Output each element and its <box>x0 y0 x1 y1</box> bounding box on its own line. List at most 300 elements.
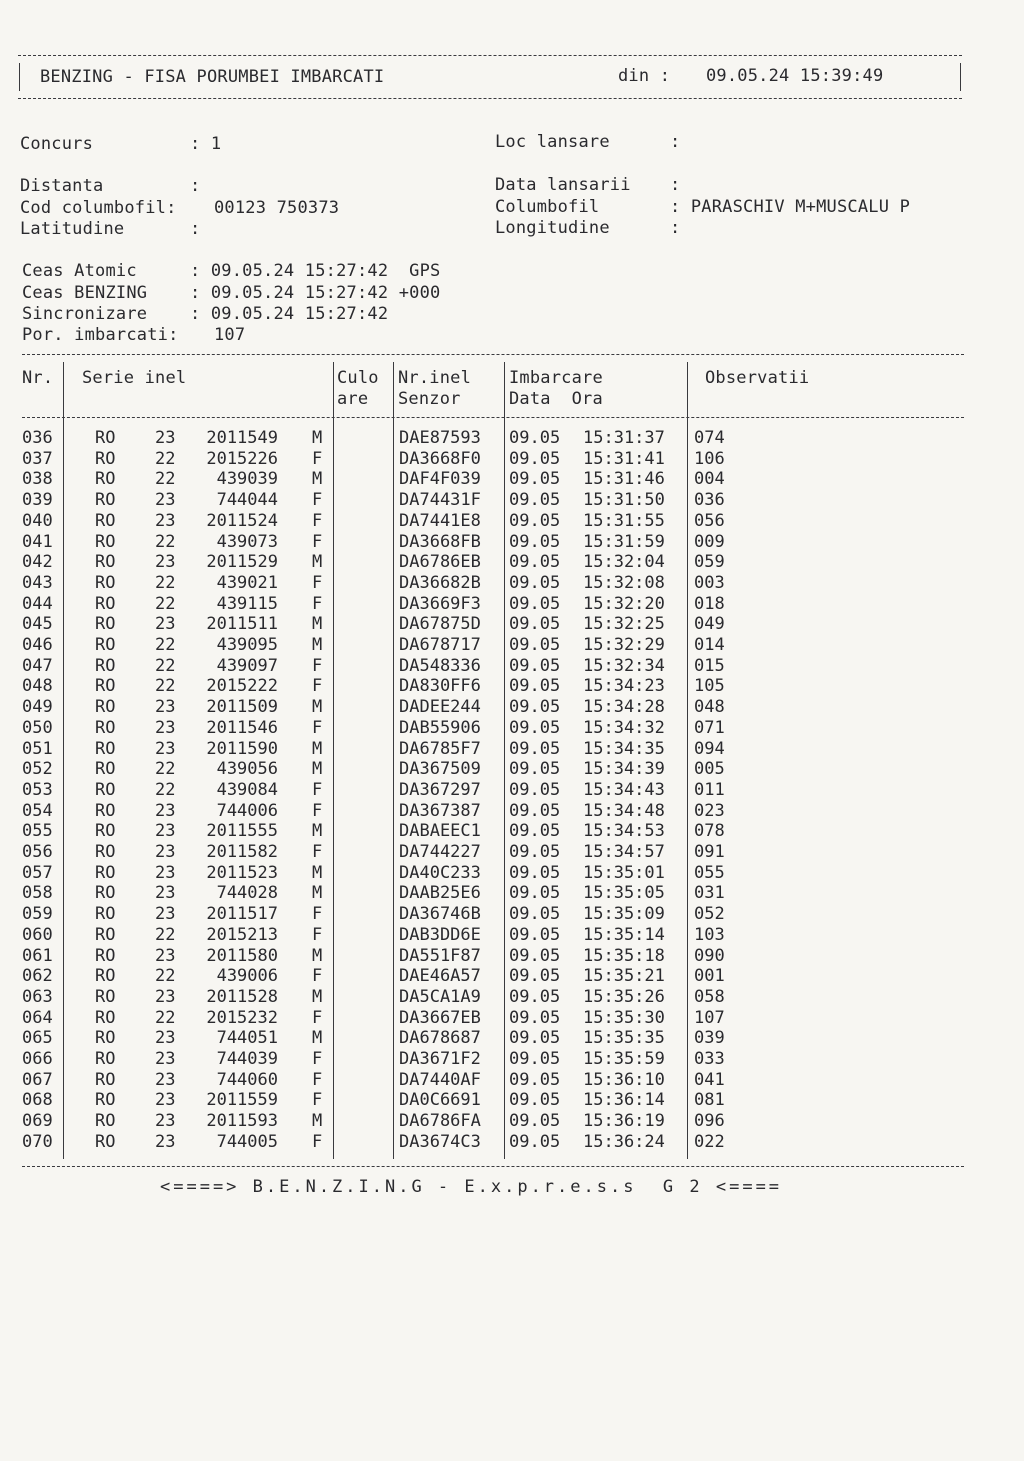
cell-sensor-ring: DA36682B <box>399 572 481 593</box>
cell-boarding-time: 15:34:32 <box>583 717 665 738</box>
cell-sex: M <box>312 945 323 966</box>
cell-ring-country: RO <box>95 655 116 676</box>
cell-sex: M <box>312 614 323 635</box>
concurs-label: Concurs <box>20 134 94 154</box>
cell-boarding-time: 15:34:43 <box>583 779 665 800</box>
cell-boarding-date: 09.05 <box>509 448 561 469</box>
cell-sex: M <box>312 862 323 883</box>
cell-sex: F <box>312 593 323 614</box>
cell-ring-country: RO <box>95 883 116 904</box>
cell-sex: F <box>312 717 323 738</box>
cell-boarding-time: 15:31:46 <box>583 469 665 490</box>
cell-observation: 094 <box>694 738 725 759</box>
cell-ring-number: 2011509 <box>206 697 278 718</box>
cell-row-number: 058 <box>22 883 53 904</box>
cell-sex: F <box>312 1069 323 1090</box>
table-top-border <box>22 354 964 355</box>
table-row <box>0 1008 1024 1029</box>
cell-observation: 009 <box>694 531 725 552</box>
cell-boarding-time: 15:36:14 <box>583 1090 665 1111</box>
cell-ring-number: 439097 <box>216 655 278 676</box>
cell-sex: F <box>312 1049 323 1069</box>
cell-sensor-ring: DA36746B <box>399 904 481 925</box>
cell-ring-country: RO <box>95 531 116 552</box>
cell-ring-year: 22 <box>155 779 176 800</box>
sincronizare-label: Sincronizare <box>22 304 148 324</box>
cell-ring-year: 23 <box>155 614 176 635</box>
cell-observation: 001 <box>694 966 725 987</box>
cell-ring-year: 22 <box>155 759 176 780</box>
cell-ring-number: 2015213 <box>206 924 278 945</box>
cell-row-number: 050 <box>22 717 53 738</box>
cell-ring-year: 23 <box>155 821 176 842</box>
cell-sex: M <box>312 428 323 448</box>
cell-boarding-date: 09.05 <box>509 1111 561 1132</box>
cell-sex: M <box>312 1028 323 1049</box>
cell-sensor-ring: DAAB25E6 <box>399 883 481 904</box>
cell-ring-number: 439021 <box>216 572 278 593</box>
cell-ring-year: 23 <box>155 800 176 821</box>
columbofil-label: Columbofil <box>495 197 600 217</box>
cell-boarding-date: 09.05 <box>509 1069 561 1090</box>
cell-ring-country: RO <box>95 1090 116 1111</box>
cell-boarding-time: 15:35:01 <box>583 862 665 883</box>
cell-sensor-ring: DA6785F7 <box>399 738 481 759</box>
cell-ring-country: RO <box>95 717 116 738</box>
cell-boarding-date: 09.05 <box>509 945 561 966</box>
table-row <box>0 966 1024 987</box>
cell-ring-country: RO <box>95 821 116 842</box>
cell-sex: M <box>312 759 323 780</box>
col-header-nrinel-2: Senzor <box>398 389 461 409</box>
cell-ring-year: 22 <box>155 966 176 987</box>
cell-ring-country: RO <box>95 759 116 780</box>
cell-observation: 049 <box>694 614 725 635</box>
ceas-benzing-value: : 09.05.24 15:27:42 +000 <box>190 283 441 303</box>
cell-sensor-ring: DA74431F <box>399 490 481 511</box>
distanta-value: : <box>190 176 201 196</box>
cell-ring-year: 23 <box>155 862 176 883</box>
cell-ring-number: 439073 <box>216 531 278 552</box>
cell-ring-year: 22 <box>155 676 176 697</box>
table-row <box>0 552 1024 573</box>
cell-boarding-date: 09.05 <box>509 635 561 655</box>
cod-columbofil-value: 00123 750373 <box>214 198 340 218</box>
cell-ring-number: 439039 <box>216 469 278 490</box>
cell-boarding-time: 15:32:08 <box>583 572 665 593</box>
cell-observation: 091 <box>694 842 725 862</box>
cell-observation: 018 <box>694 593 725 614</box>
cell-sex: F <box>312 448 323 469</box>
cell-sensor-ring: DA3667EB <box>399 1007 481 1028</box>
table-row <box>0 718 1024 739</box>
cell-row-number: 066 <box>22 1049 53 1069</box>
cell-ring-country: RO <box>95 842 116 862</box>
cell-observation: 039 <box>694 1028 725 1049</box>
cell-sensor-ring: DA678687 <box>399 1028 481 1049</box>
table-row <box>0 801 1024 822</box>
cell-ring-country: RO <box>95 945 116 966</box>
cell-sensor-ring: DA5CA1A9 <box>399 986 481 1007</box>
concurs-value: : 1 <box>190 134 222 154</box>
table-row <box>0 842 1024 863</box>
columbofil-value: : PARASCHIV M+MUSCALU P <box>670 197 911 217</box>
cell-row-number: 042 <box>22 552 53 573</box>
cell-sensor-ring: DA3671F2 <box>399 1049 481 1069</box>
print-date-label: din : <box>618 66 671 86</box>
cell-sensor-ring: DA830FF6 <box>399 676 481 697</box>
cell-sex: M <box>312 697 323 718</box>
cell-sex: M <box>312 552 323 573</box>
document-title: BENZING - FISA PORUMBEI IMBARCATI <box>40 67 385 87</box>
cell-row-number: 065 <box>22 1028 53 1049</box>
cell-boarding-time: 15:31:37 <box>583 428 665 448</box>
table-row <box>0 449 1024 470</box>
cell-boarding-time: 15:35:09 <box>583 904 665 925</box>
cell-row-number: 043 <box>22 572 53 593</box>
cell-ring-country: RO <box>95 593 116 614</box>
cell-observation: 059 <box>694 552 725 573</box>
cell-ring-year: 22 <box>155 655 176 676</box>
cell-boarding-date: 09.05 <box>509 842 561 862</box>
cell-ring-number: 439115 <box>216 593 278 614</box>
cell-boarding-date: 09.05 <box>509 1131 561 1152</box>
table-row <box>0 821 1024 842</box>
cell-ring-number: 2011593 <box>206 1111 278 1132</box>
cell-boarding-time: 15:34:23 <box>583 676 665 697</box>
table-row <box>0 1049 1024 1070</box>
cell-boarding-time: 15:35:59 <box>583 1049 665 1069</box>
cell-ring-year: 23 <box>155 1069 176 1090</box>
data-lansarii-value: : <box>670 175 681 195</box>
cell-sex: F <box>312 490 323 511</box>
cell-row-number: 061 <box>22 945 53 966</box>
cell-row-number: 053 <box>22 779 53 800</box>
cell-ring-number: 744039 <box>216 1049 278 1069</box>
table-row <box>0 925 1024 946</box>
cell-sex: F <box>312 800 323 821</box>
cell-ring-country: RO <box>95 697 116 718</box>
cell-boarding-date: 09.05 <box>509 759 561 780</box>
cod-columbofil-label: Cod columbofil: <box>20 198 177 218</box>
cell-row-number: 037 <box>22 448 53 469</box>
col-header-nr: Nr. <box>22 368 54 388</box>
cell-boarding-date: 09.05 <box>509 614 561 635</box>
cell-row-number: 067 <box>22 1069 53 1090</box>
cell-sex: F <box>312 779 323 800</box>
header-left-border <box>19 63 20 91</box>
cell-ring-number: 744060 <box>216 1069 278 1090</box>
cell-ring-year: 23 <box>155 490 176 511</box>
table-row <box>0 1111 1024 1132</box>
cell-row-number: 040 <box>22 510 53 531</box>
cell-observation: 081 <box>694 1090 725 1111</box>
cell-row-number: 046 <box>22 635 53 655</box>
cell-observation: 023 <box>694 800 725 821</box>
col-header-culoare-2: are <box>337 389 369 409</box>
cell-sensor-ring: DA7440AF <box>399 1069 481 1090</box>
cell-observation: 052 <box>694 904 725 925</box>
cell-sensor-ring: DA551F87 <box>399 945 481 966</box>
cell-boarding-date: 09.05 <box>509 883 561 904</box>
cell-boarding-time: 15:32:34 <box>583 655 665 676</box>
cell-ring-year: 22 <box>155 448 176 469</box>
cell-ring-number: 2011523 <box>206 862 278 883</box>
cell-row-number: 039 <box>22 490 53 511</box>
cell-observation: 071 <box>694 717 725 738</box>
cell-ring-country: RO <box>95 469 116 490</box>
cell-sex: F <box>312 676 323 697</box>
table-row <box>0 863 1024 884</box>
cell-observation: 058 <box>694 986 725 1007</box>
cell-ring-country: RO <box>95 1069 116 1090</box>
cell-sensor-ring: DA367509 <box>399 759 481 780</box>
table-row <box>0 946 1024 967</box>
cell-sex: F <box>312 1131 323 1152</box>
cell-sensor-ring: DAB55906 <box>399 717 481 738</box>
cell-ring-number: 2011528 <box>206 986 278 1007</box>
table-row <box>0 511 1024 532</box>
cell-boarding-date: 09.05 <box>509 593 561 614</box>
table-row <box>0 1028 1024 1049</box>
table-row <box>0 469 1024 490</box>
cell-sensor-ring: DA3668FB <box>399 531 481 552</box>
cell-sex: F <box>312 842 323 862</box>
cell-boarding-time: 15:34:48 <box>583 800 665 821</box>
cell-observation: 036 <box>694 490 725 511</box>
cell-sex: M <box>312 635 323 655</box>
por-imbarcati-label: Por. imbarcati: <box>22 325 179 345</box>
cell-ring-country: RO <box>95 448 116 469</box>
cell-sex: F <box>312 1007 323 1028</box>
por-imbarcati-value: 107 <box>214 325 246 345</box>
cell-sensor-ring: DADEE244 <box>399 697 481 718</box>
cell-row-number: 052 <box>22 759 53 780</box>
cell-ring-number: 2011517 <box>206 904 278 925</box>
cell-boarding-date: 09.05 <box>509 717 561 738</box>
cell-boarding-date: 09.05 <box>509 572 561 593</box>
cell-ring-number: 2011511 <box>206 614 278 635</box>
cell-ring-year: 23 <box>155 428 176 448</box>
cell-boarding-time: 15:32:25 <box>583 614 665 635</box>
cell-ring-year: 22 <box>155 1007 176 1028</box>
cell-sensor-ring: DA744227 <box>399 842 481 862</box>
longitudine-label: Longitudine <box>495 218 610 238</box>
cell-boarding-time: 15:31:41 <box>583 448 665 469</box>
table-row <box>0 635 1024 656</box>
cell-observation: 055 <box>694 862 725 883</box>
header-right-border <box>960 63 961 91</box>
cell-boarding-date: 09.05 <box>509 1028 561 1049</box>
cell-ring-year: 23 <box>155 738 176 759</box>
cell-boarding-time: 15:35:18 <box>583 945 665 966</box>
cell-row-number: 068 <box>22 1090 53 1111</box>
cell-sensor-ring: DA0C6691 <box>399 1090 481 1111</box>
cell-boarding-time: 15:32:20 <box>583 593 665 614</box>
cell-ring-country: RO <box>95 572 116 593</box>
cell-observation: 078 <box>694 821 725 842</box>
cell-boarding-date: 09.05 <box>509 1090 561 1111</box>
cell-sensor-ring: DA367297 <box>399 779 481 800</box>
cell-ring-year: 23 <box>155 1028 176 1049</box>
cell-row-number: 045 <box>22 614 53 635</box>
cell-ring-year: 23 <box>155 510 176 531</box>
cell-row-number: 051 <box>22 738 53 759</box>
cell-ring-country: RO <box>95 614 116 635</box>
cell-sex: F <box>312 572 323 593</box>
cell-sex: F <box>312 966 323 987</box>
cell-row-number: 062 <box>22 966 53 987</box>
table-row <box>0 676 1024 697</box>
cell-ring-country: RO <box>95 490 116 511</box>
header-bottom-border <box>18 98 962 99</box>
cell-sex: M <box>312 1111 323 1132</box>
cell-observation: 103 <box>694 924 725 945</box>
cell-ring-year: 23 <box>155 986 176 1007</box>
cell-ring-country: RO <box>95 800 116 821</box>
cell-boarding-time: 15:32:04 <box>583 552 665 573</box>
cell-ring-year: 23 <box>155 552 176 573</box>
cell-ring-number: 439006 <box>216 966 278 987</box>
cell-ring-year: 22 <box>155 531 176 552</box>
table-row <box>0 594 1024 615</box>
ceas-atomic-label: Ceas Atomic <box>22 261 137 281</box>
col-header-imbarcare-2: Data Ora <box>509 389 603 409</box>
col-header-culoare-1: Culo <box>337 368 379 388</box>
col-header-observatii: Observatii <box>705 368 810 388</box>
cell-observation: 048 <box>694 697 725 718</box>
col-header-nrinel-1: Nr.inel <box>398 368 472 388</box>
cell-boarding-date: 09.05 <box>509 428 561 448</box>
cell-ring-number: 2015232 <box>206 1007 278 1028</box>
cell-observation: 011 <box>694 779 725 800</box>
cell-row-number: 070 <box>22 1131 53 1152</box>
cell-boarding-date: 09.05 <box>509 779 561 800</box>
sincronizare-value: : 09.05.24 15:27:42 <box>190 304 389 324</box>
cell-ring-number: 439084 <box>216 779 278 800</box>
cell-row-number: 064 <box>22 1007 53 1028</box>
table-row <box>0 532 1024 553</box>
cell-row-number: 036 <box>22 428 53 448</box>
ceas-atomic-value: : 09.05.24 15:27:42 GPS <box>190 261 441 281</box>
cell-ring-country: RO <box>95 510 116 531</box>
cell-boarding-time: 15:31:50 <box>583 490 665 511</box>
cell-ring-number: 2011580 <box>206 945 278 966</box>
cell-boarding-date: 09.05 <box>509 469 561 490</box>
cell-boarding-date: 09.05 <box>509 800 561 821</box>
cell-sex: M <box>312 883 323 904</box>
cell-ring-number: 2011549 <box>206 428 278 448</box>
cell-observation: 041 <box>694 1069 725 1090</box>
cell-boarding-date: 09.05 <box>509 552 561 573</box>
cell-sensor-ring: DA6786EB <box>399 552 481 573</box>
cell-ring-country: RO <box>95 1028 116 1049</box>
cell-ring-number: 2011590 <box>206 738 278 759</box>
cell-ring-year: 22 <box>155 572 176 593</box>
cell-ring-number: 439095 <box>216 635 278 655</box>
cell-boarding-date: 09.05 <box>509 862 561 883</box>
cell-row-number: 057 <box>22 862 53 883</box>
cell-boarding-time: 15:32:29 <box>583 635 665 655</box>
cell-boarding-time: 15:35:30 <box>583 1007 665 1028</box>
cell-observation: 033 <box>694 1049 725 1069</box>
cell-boarding-time: 15:36:19 <box>583 1111 665 1132</box>
cell-ring-year: 22 <box>155 469 176 490</box>
cell-row-number: 044 <box>22 593 53 614</box>
cell-ring-year: 23 <box>155 945 176 966</box>
cell-ring-country: RO <box>95 738 116 759</box>
cell-ring-year: 23 <box>155 1111 176 1132</box>
cell-boarding-date: 09.05 <box>509 924 561 945</box>
cell-sensor-ring: DA7441E8 <box>399 510 481 531</box>
cell-row-number: 069 <box>22 1111 53 1132</box>
cell-sensor-ring: DABAEEC1 <box>399 821 481 842</box>
cell-sensor-ring: DA3669F3 <box>399 593 481 614</box>
table-row <box>0 759 1024 780</box>
cell-observation: 014 <box>694 635 725 655</box>
cell-sex: M <box>312 738 323 759</box>
cell-ring-number: 744005 <box>216 1131 278 1152</box>
cell-ring-number: 2015222 <box>206 676 278 697</box>
cell-boarding-date: 09.05 <box>509 966 561 987</box>
header-top-border <box>18 55 962 56</box>
cell-ring-year: 23 <box>155 717 176 738</box>
cell-observation: 003 <box>694 572 725 593</box>
cell-boarding-date: 09.05 <box>509 655 561 676</box>
cell-row-number: 060 <box>22 924 53 945</box>
loc-lansare-value: : <box>670 132 681 152</box>
cell-boarding-time: 15:34:57 <box>583 842 665 862</box>
loc-lansare-label: Loc lansare <box>495 132 610 152</box>
cell-sensor-ring: DAE46A57 <box>399 966 481 987</box>
cell-observation: 090 <box>694 945 725 966</box>
cell-ring-number: 2011555 <box>206 821 278 842</box>
data-lansarii-label: Data lansarii <box>495 175 631 195</box>
cell-ring-country: RO <box>95 1049 116 1069</box>
cell-ring-country: RO <box>95 986 116 1007</box>
cell-sensor-ring: DAF4F039 <box>399 469 481 490</box>
cell-sensor-ring: DA40C233 <box>399 862 481 883</box>
table-row <box>0 987 1024 1008</box>
cell-sensor-ring: DA3674C3 <box>399 1131 481 1152</box>
cell-row-number: 038 <box>22 469 53 490</box>
cell-sensor-ring: DAE87593 <box>399 428 481 448</box>
cell-sex: F <box>312 904 323 925</box>
latitudine-value: : <box>190 219 201 239</box>
cell-boarding-time: 15:34:39 <box>583 759 665 780</box>
cell-row-number: 048 <box>22 676 53 697</box>
table-row <box>0 1070 1024 1091</box>
cell-ring-year: 23 <box>155 842 176 862</box>
cell-sensor-ring: DA548336 <box>399 655 481 676</box>
cell-ring-number: 439056 <box>216 759 278 780</box>
col-header-serie: Serie inel <box>82 368 187 388</box>
cell-sex: F <box>312 510 323 531</box>
cell-observation: 022 <box>694 1131 725 1152</box>
cell-observation: 031 <box>694 883 725 904</box>
cell-ring-country: RO <box>95 1131 116 1152</box>
cell-ring-year: 23 <box>155 1131 176 1152</box>
cell-row-number: 047 <box>22 655 53 676</box>
cell-boarding-time: 15:35:14 <box>583 924 665 945</box>
cell-boarding-date: 09.05 <box>509 904 561 925</box>
cell-sex: F <box>312 655 323 676</box>
cell-observation: 074 <box>694 428 725 448</box>
cell-ring-number: 744051 <box>216 1028 278 1049</box>
cell-ring-country: RO <box>95 552 116 573</box>
cell-boarding-time: 15:31:59 <box>583 531 665 552</box>
cell-ring-country: RO <box>95 635 116 655</box>
